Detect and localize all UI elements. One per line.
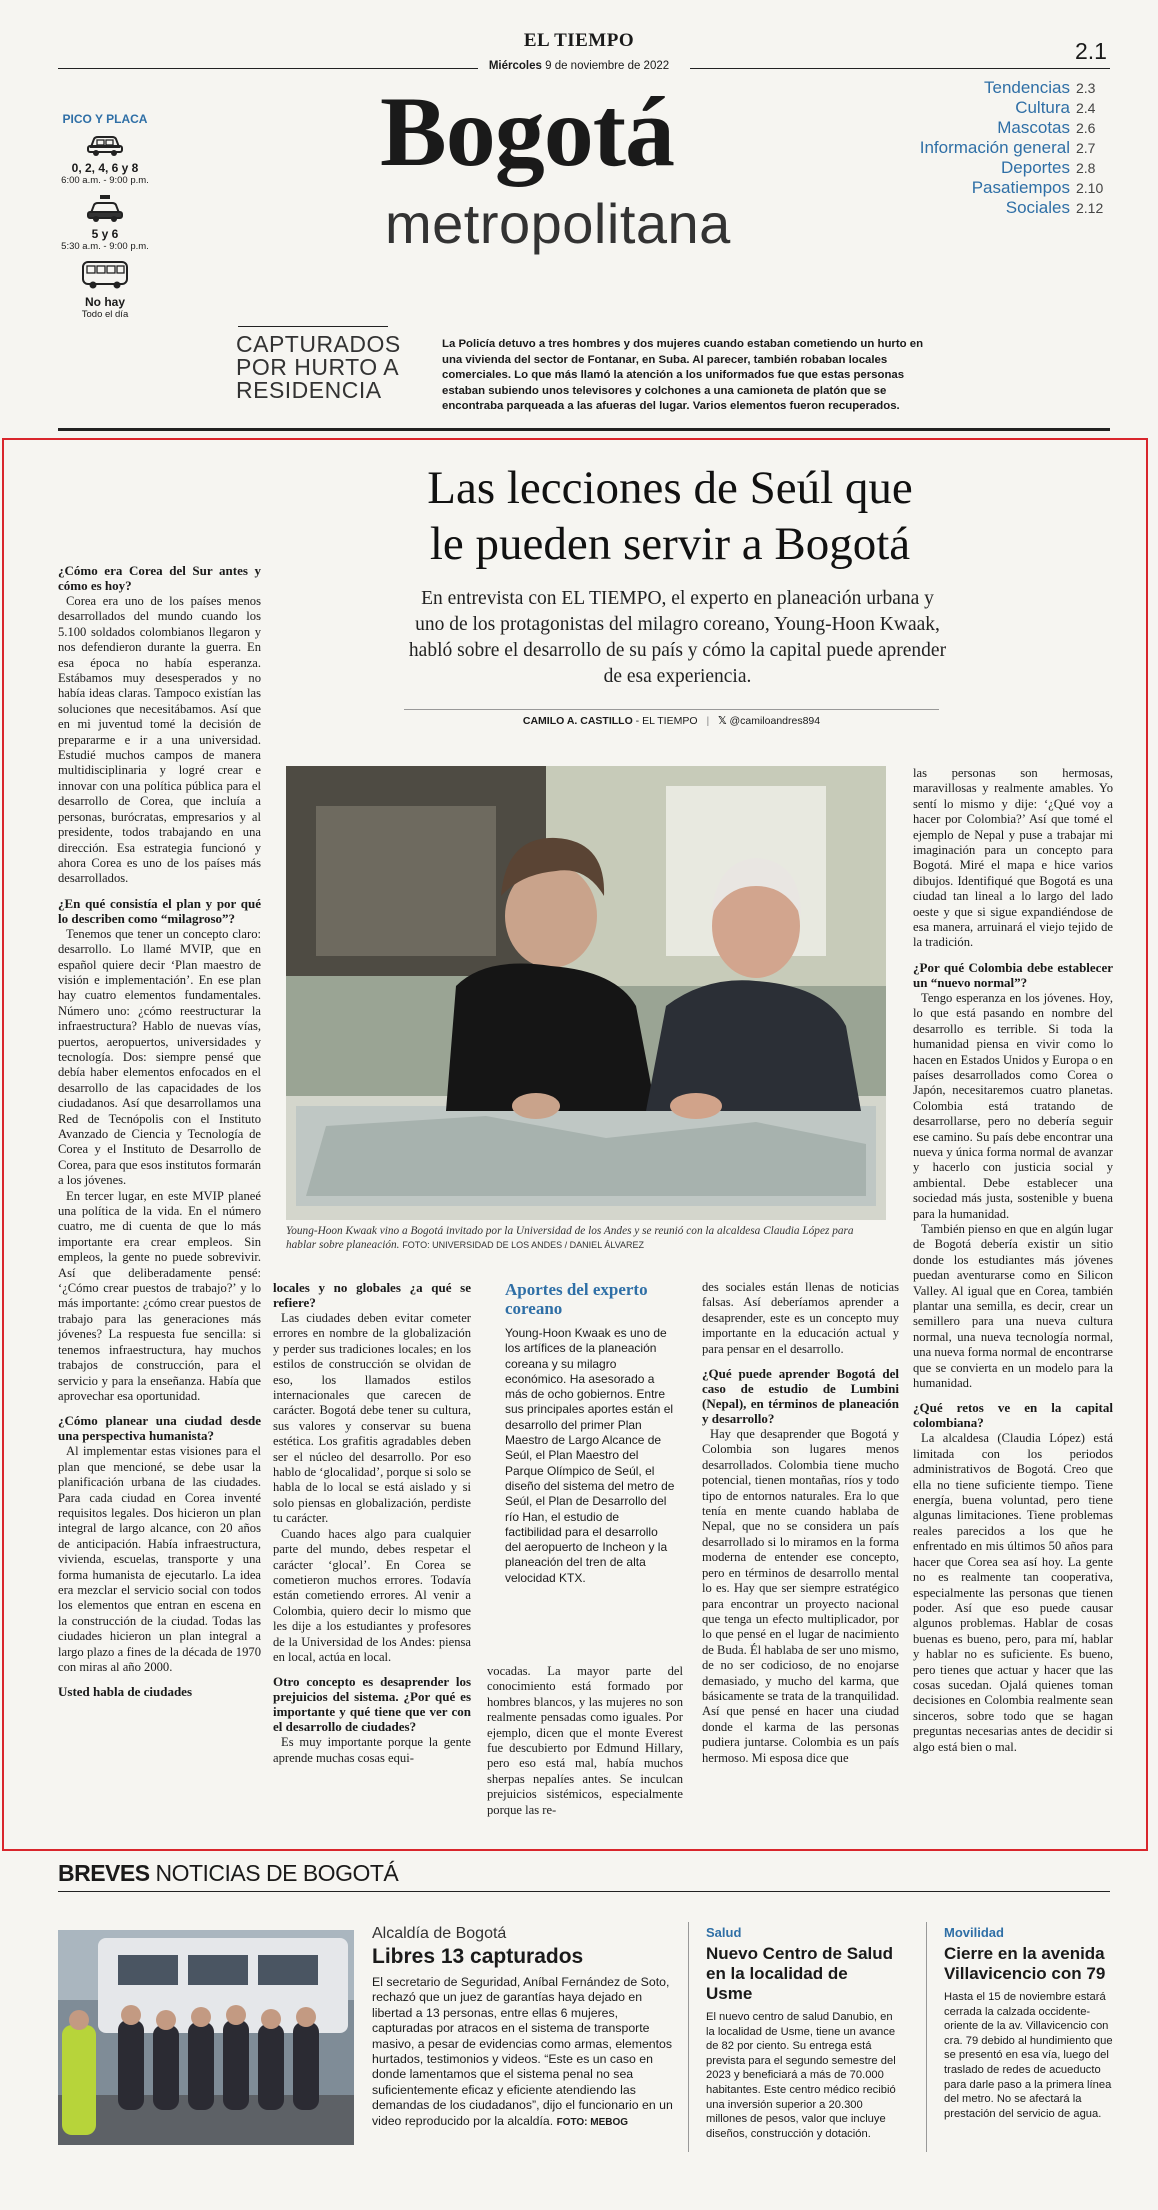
pico-item-taxi	[50, 194, 160, 252]
breves-main-text: El secretario de Seguridad, Aníbal Fernández de Soto, rechazó que un juez de garantías haya dejado en libertad a 13 personas, entre ellas 6 mujeres, capturadas por atracos en el sistema de transporte masivo, a pesar de evidencias como armas, elementos hurtados, testimonios y videos. “Este es un caso en donde lamentamos que el sistema penal no sea suficientemente eficaz y eficiente atendiendo las demandas de los ciudadanos”, dijo el funcionario en un video reproducido por la alcaldía. FOTO: MEBOG	[372, 1975, 673, 2128]
breves-rule	[58, 1891, 1110, 1892]
section-link[interactable]: Mascotas 2.6	[997, 118, 1096, 137]
byline: CAMILO A. CASTILLO - EL TIEMPO | 𝕏 @camiloandres894	[522, 715, 821, 727]
breves-salud-kicker: Salud	[706, 1925, 742, 1940]
top-divider	[58, 428, 1110, 431]
sections-index	[830, 78, 1110, 218]
breves-divider-1	[688, 1922, 689, 2152]
pico-plates: 5 y 6	[91, 227, 119, 241]
article-col-3-bottom: vocadas. La mayor parte del conocimiento está formado por hombres blancos, y las mujeres no son realmente pensadas como iguales. Por ejemplo, dicen que el monte Everest fue descubierto por Edmund Hillary, pero eso está mal, había muchos sherpas nepalíes antes. Se inculcan prejuicios sistémicos, especialmente porque las re-	[487, 1664, 683, 1817]
teaser-title: CAPTURADOS POR HURTO A RESIDENCIA	[236, 331, 401, 403]
teaser-rule	[238, 326, 388, 327]
section-link[interactable]: Deportes 2.8	[1001, 158, 1096, 177]
breves-salud-headline: Nuevo Centro de Salud en la localidad de Usme	[706, 1944, 894, 2003]
byline-outlet: - EL TIEMPO	[632, 715, 698, 727]
pico-plates: No hay	[84, 295, 125, 309]
teaser-text: La Policía detuvo a tres hombres y dos mujeres cuando estaban cometiendo un hurto en una vivienda del sector de Fontanar, en Suba. Al parecer, también robaban locales comerciales. Lo que más llamó la atención a los uniformados fue que estas personas estaban subiendo unos televisores y colchones a una camioneta de platón que se encontraba parqueada a las afueras del lugar. Varios elementos fueron recuperados.	[442, 338, 924, 413]
pico-plates: 0, 2, 4, 6 y 8	[71, 161, 139, 175]
pico-y-placa-title: PICO Y PLACA	[62, 112, 148, 126]
breves-main-headline: Libres 13 capturados	[372, 1945, 584, 1968]
section-link[interactable]: Tendencias 2.3	[983, 78, 1096, 97]
breves-salud-text: El nuevo centro de salud Danubio, en la localidad de Usme, tiene un avance de 82 por ciento. Su entrega está prevista para el segundo semestre del 2023 y beneficiará a más de 70.000 habitantes. Este centro médico recibió una inversión superior a 20.300 millones de pesos, valor que incluye diseños, construcción y dotación.	[706, 2011, 896, 2140]
issue-date	[0, 60, 1158, 72]
article-headline: Las lecciones de Seúl que le pueden servir a Bogotá	[427, 462, 913, 570]
article-col-4: des sociales están llenas de noticias falsas. Así deberíamos aprender a desaprender, este es un concepto muy importante en la educación actual y para pensar en el desarrollo. ¿Qué puede aprender Bogotá del caso de estudio de Lumbini (Nepal), en términos de planeación y desarrollo? Hay que desaprender que Bogotá y Colombia son lugares menos desarrollados. Colombia tiene mucho potencial, tienen montañas, ríos y todo tipo de entornos naturales. Era lo que tenía en mente cuando hablaba de Nepal, que no se considera un país desarrollado si lo miramos en la forma moderna de entender ese concepto, pero en términos de desarrollo mental lo es. Hay que ser siempre estratégico para encontrar un proyecto nacional que tenga un efecto multiplicador, por lo que pensé en el lugar de nacimiento de Buda. Él hablaba de ser uno mismo, de no ser codicioso, de no enojarse demasiado, y mucho del karma, que básicamente se trata de la tranquilidad. Así que pensé en hacer una ciudad donde el karma de las personas pudiera juntarse. Colombia es un país hermoso. Mi esposa dice que	[702, 1280, 899, 1765]
photo-illustration	[286, 766, 886, 1220]
breves-divider-2	[926, 1922, 927, 2152]
pico-item-bus	[50, 260, 160, 320]
issue-date-day: Miércoles	[488, 60, 542, 72]
article-deck: En entrevista con EL TIEMPO, el experto en planeación urbana y uno de los protagonistas del milagro coreano, Young-Hoon Kwaak, habló sobre el desarrollo de su país y cómo la capital puede aprender de esa experiencia.	[408, 588, 947, 687]
pico-hours: Todo el día	[81, 309, 129, 320]
bus-icon	[80, 260, 130, 290]
breves-movilidad	[944, 1925, 1114, 2121]
aportes-title: Aportes del experto coreano	[505, 1280, 648, 1318]
breves-movilidad-text: Hasta el 15 de noviembre estará cerrada la calzada occidente-oriente de la av. Villavicencio con cra. 79 debido al hundimiento que se presentó en esa vía, luego del traslado de redes de acueducto para darle paso a la primera línea del metro. No se afectará la prestación del servicio de agua.	[944, 1991, 1113, 2120]
breves-movilidad-headline: Cierre en la avenida Villavicencio con 79	[944, 1944, 1106, 1983]
newspaper-name: EL TIEMPO	[523, 30, 635, 51]
page-number: 2.1	[1075, 38, 1107, 64]
twitter-handle: @camiloandres894	[729, 715, 821, 727]
section-link[interactable]: Sociales 2.12	[1005, 198, 1104, 217]
article-photo	[286, 766, 886, 1220]
byline-author: CAMILO A. CASTILLO	[522, 715, 633, 727]
breves-photo	[58, 1930, 354, 2145]
twitter-icon: 𝕏	[718, 715, 727, 727]
breves-main-credit: FOTO: MEBOG	[556, 2116, 629, 2128]
photo-credit: FOTO: UNIVERSIDAD DE LOS ANDES / DANIEL ÁLVAREZ	[402, 1240, 645, 1250]
byline-rule	[404, 709, 939, 710]
section-link[interactable]: Pasatiempos 2.10	[971, 178, 1104, 197]
pico-y-placa	[50, 112, 160, 320]
aportes-sidebar	[505, 1280, 675, 1586]
issue-date-rest: 9 de noviembre de 2022	[545, 60, 670, 72]
taxi-icon	[85, 194, 125, 222]
pico-hours: 5:30 a.m. - 9:00 p.m.	[61, 241, 149, 252]
breves-salud	[706, 1925, 898, 2141]
article-col-2: locales y no globales ¿a qué se refiere? Las ciudades deben evitar cometer errores en nombre de la globalización y perder sus tradiciones locales; en los estilos de construcción se olvidan de eso, los llamados estilos internacionales que carecen de carácter. Bogotá debe tener su cultura, sus valores y conservar su buena estética. Los grafitis agradables deben ser el núcleo del desarrollo. Por eso hablo de ‘glocalidad’, porque si solo se habla de lo local se está aislado y si solo piensas en globalización, perdiste tu carácter. Cuando haces algo para cualquier parte del mundo, debes respetar el carácter ‘glocal’. En Corea se cometieron muchos errores. Todavía están cometiendo errores. Al venir a Colombia, quiero decir lo mismo que les dije a los estudiantes y profesores de la Universidad de los Andes: piensa en local, actúa en local. Otro concepto es desaprender los prejuicios del sistema. ¿Por qué es importante y qué tiene que ver con el desarrollo de ciudades? Es muy importante porque la gente aprende muchas cosas equi-	[273, 1280, 471, 1765]
photo-caption: Young-Hoon Kwaak vino a Bogotá invitado por la Universidad de los Andes y se reunió con la alcaldesa Claudia López para hablar sobre planeación. FOTO: UNIVERSIDAD DE LOS ANDES / DANIEL ÁLVAREZ	[286, 1225, 854, 1251]
aportes-text: Young-Hoon Kwaak es uno de los artífices de la planeación coreana y su milagro económico. Ha asesorado a más de ocho gobiernos. Entre sus principales aportes están el desarrollo del primer Plan Maestro de Largo Alcance de Seúl, el Plan Maestro del Parque Olímpico de Seúl, el diseño del sistema del metro de Seúl, el Plan de Desarrollo del río Han, el estudio de factibilidad para el desarrollo del aeropuerto de Incheon y la planeación del tren de alta velocidad KTX.	[505, 1326, 675, 1585]
breves-photo-illustration	[58, 1930, 354, 2145]
breves-main	[372, 1925, 679, 2130]
breves-movilidad-kicker: Movilidad	[944, 1925, 1004, 1940]
pico-item-car	[50, 132, 160, 186]
section-subtitle: metropolitana	[385, 192, 731, 255]
section-link[interactable]: Cultura 2.4	[1015, 98, 1096, 117]
section-title: Bogotá	[380, 76, 674, 187]
breves-main-kicker: Alcaldía de Bogotá	[372, 1925, 507, 1942]
article-col-1: ¿Cómo era Corea del Sur antes y cómo es hoy? Corea era uno de los países menos desarrollados del mundo cuando los 5.100 soldados colombianos llegaron y nos defendieron durante la guerra. En esa época no había esperanza. Estábamos muy desesperados y no había ideas claras. Tampoco existían las soluciones que necesitábamos. Así que en mi juventud tomé la decisión de prepararme e ir a una universidad. Estudié muchos campos de manera multidisciplinaria y logré crear e innovar con una política pública para el desarrollo de Corea, que incluía a personas, burócratas, empresarios y al presidente, todos trabajando en una dirección. Esa estrategia funcionó y ahora Corea es uno de los países más desarrollados. ¿En qué consistía el plan y por qué lo describen como “milagroso”? Tenemos que tener un concepto claro: desarrollo. Lo llamé MVIP, que en español quiere decir ‘Plan maestro de visión e implementación’. En ese plan hay cuatro elementos fundamentales. Número uno: ¿cómo reestructurar la infraestructura? Hablo de nuevas vías, puertos, aeropuertos, universidades y tecnología. Dos: siempre pensé que debía haber elementos enfocados en el desarrollo de las capacidades de los ciudadanos. Así que desarrollamos una Red de Tecnópolis con el Instituto Avanzado de Ciencia y Tecnología de Corea y el Instituto de Desarrollo de Corea, para que esos institutos formarán a los jóvenes. En tercer lugar, en este MVIP planeé una política de la vida. En el número cuatro, me di cuenta de que lo más importante era crear empleos. Sin empleos, la gente no puede sobrevivir. Así que deliberadamente pensé: ‘¿Cómo crear puestos de trabajo?’ y lo más importante: ¿cómo crear puestos de trabajo para las generaciones más jóvenes? La respuesta fue sencilla: si tenemos infraestructura, hay muchos trabajos de construcción, para el servicio y para la enseñanza. Había que aprovechar esa oportunidad. ¿Cómo planear una ciudad desde una perspectiva humanista? Al implementar estas visiones para el plan que mencioné, se debe usar la planificación urbana de las ciudades. Para cada ciudad en Corea inventé requisitos legales. Dos hicieron un plan integral de largo alcance, con 20 años de anticipación. Había infraestructura, vivienda, escuelas, transporte y una forma humanista de ejecutarlo. La idea era mezclar el servicio social con todos los elementos que entran en escena en la construcción de la ciudad. Todas las ciudades hicieron un plan integral a largo plazo a fines de la década de 1970 con miras al año 2000. Usted habla de ciudades	[58, 563, 261, 1700]
car-icon	[85, 132, 125, 156]
article-col-5: las personas son hermosas, maravillosas y realmente amables. Yo sentí lo mismo y dije: ‘¿Qué voy a hacer por Colombia?’ Así que tomé el ejemplo de Nepal y puse a trabajar mi imaginación para un concepto para Bogotá. Miré el mapa e hice varios dibujos. Identifiqué que Bogotá es una ciudad tan lineal a lo largo del lado oeste y que si sigue expandiéndose de esa manera, arruinará el viejo tejido de la tradición. ¿Por qué Colombia debe establecer un “nuevo normal”? Tengo esperanza en los jóvenes. Hoy, lo que está pasando en nombre del desarrollo es terrible. Si toda la humanidad piensa en vivir como lo hacen en Estados Unidos y Europa o en países desarrollados como Corea o Japón, necesitaremos cuatro planetas. Colombia está tratando de desarrollarse, pero no debería seguir ese camino. Su país debe encontrar una nueva y única forma normal de avanzar y hacerlo con justicia social y ambiental. Debe establecer una sociedad más justa, sostenible y buena para la humanidad. También pienso en que en algún lugar de Bogotá debería existir un sitio donde los estudiantes más jóvenes puedan aventurarse como en Silicon Valley. Al igual que en Corea, también plantar una semilla, es decir, crear un semillero para una nueva cultura normal, una nueva tecnología normal, una nueva forma normal de encontrarse que se convierta en un modelo para la humanidad. ¿Qué retos ve en la capital colombiana? La alcaldesa (Claudia López) está limitada con los periodos administrativos de Bogotá. Creo que ella no tiene suficiente tiempo. Tiene energía, buena voluntad, pero tiene algunas limitaciones. Tiene problemas reales parecidos a los que he enfrentado en mis últimos 50 años para hacer que Corea sea así hoy. La gente no es realmente tan cooperativa, especialmente las personas que tienen poder. Así que eso puede causar algunos problemas. Hablar de cosas buenas es bueno, pero, para mí, hablar y hablar no es suficiente. Es bueno, pero tienes que actuar y hacer que las cosas sucedan. Ojalá quienes toman decisiones en Colombia realmente sean sinceros, sobre todo que se hagan preguntas necesarias antes de decidir si algo está bien o mal.	[913, 766, 1113, 1754]
breves-title: BREVES NOTICIAS DE BOGOTÁ	[58, 1860, 399, 1886]
section-link[interactable]: Información general 2.7	[919, 138, 1096, 157]
pico-hours: 6:00 a.m. - 9:00 p.m.	[61, 175, 149, 186]
